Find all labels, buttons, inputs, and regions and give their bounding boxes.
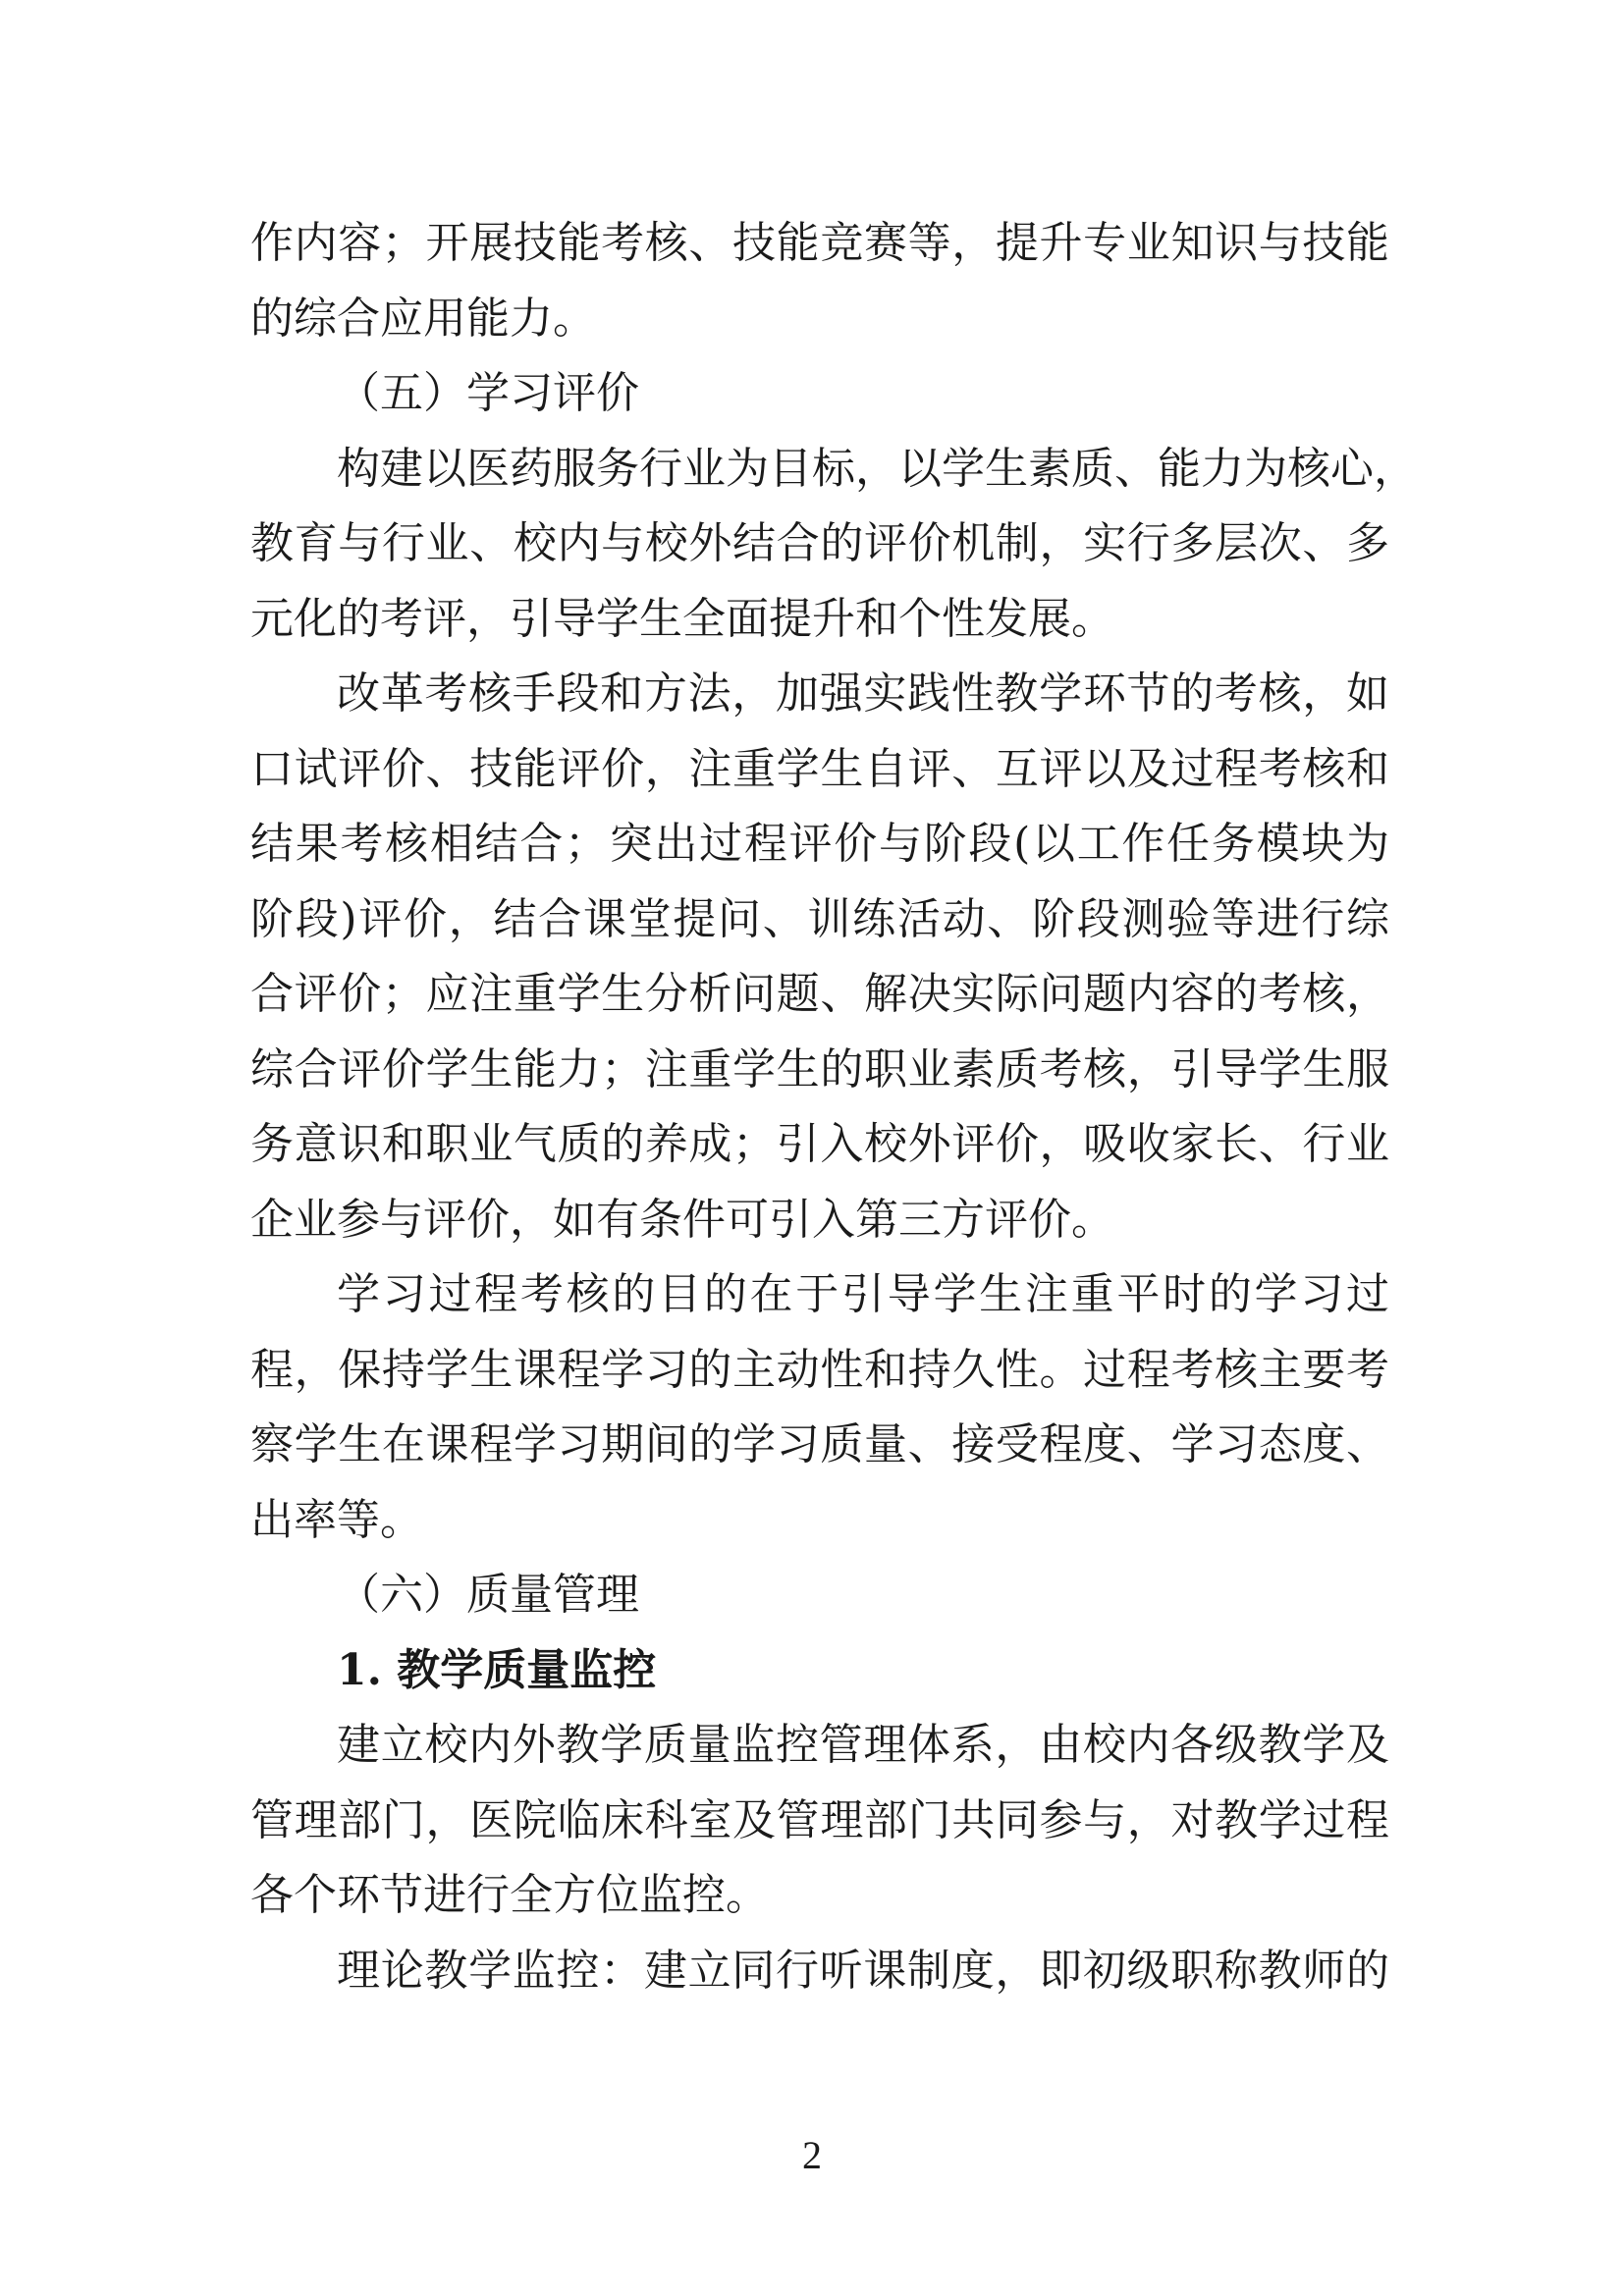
page-number: 2 [802, 2133, 822, 2177]
section-heading: （六）质量管理 [337, 1570, 639, 1620]
text-line: 改革考核手段和方法，加强实践性教学环节的考核，如 [337, 668, 1389, 719]
section-heading: （五）学习评价 [337, 368, 639, 418]
text-line: 结果考核相结合；突出过程评价与阶段(以工作任务模块为 [250, 819, 1389, 869]
text-line: 的综合应用能力。 [250, 293, 596, 344]
text-line: 口试评价、技能评价，注重学生自评、互评以及过程考核和 [250, 743, 1389, 794]
text-line: 作内容；开展技能考核、技能竞赛等，提升专业知识与技能 [250, 218, 1389, 268]
text-line: 程，保持学生课程学习的主动性和持久性。过程考核主要考 [250, 1344, 1389, 1395]
text-line: 理论教学监控：建立同行听课制度，即初级职称教师的 [337, 1945, 1389, 1996]
text-line: 出率等。 [250, 1494, 423, 1545]
subsection-heading: 1. 教学质量监控 [337, 1644, 657, 1695]
text-line: 合评价；应注重学生分析问题、解决实际问题内容的考核， [250, 969, 1389, 1019]
document-body [250, 206, 1417, 2008]
text-line: 学习过程考核的目的在于引导学生注重平时的学习过 [337, 1269, 1389, 1319]
text-line: 管理部门，医院临床科室及管理部门共同参与，对教学过程 [250, 1794, 1389, 1845]
text-line: 元化的考评，引导学生全面提升和个性发展。 [250, 593, 1114, 644]
text-line: 察学生在课程学习期间的学习质量、接受程度、学习态度、 [250, 1419, 1389, 1469]
text-line: 阶段)评价，结合课堂提问、训练活动、阶段测验等进行综 [250, 893, 1389, 944]
text-line: 建立校内外教学质量监控管理体系，由校内各级教学及 [337, 1720, 1389, 1770]
text-line: 构建以医药服务行业为目标，以学生素质、能力为核心， [337, 443, 1417, 494]
text-line: 务意识和职业气质的养成；引入校外评价，吸收家长、行业 [250, 1119, 1389, 1169]
text-line: 综合评价学生能力；注重学生的职业素质考核，引导学生服 [250, 1043, 1389, 1095]
text-line: 教育与行业、校内与校外结合的评价机制，实行多层次、多 [250, 518, 1389, 568]
text-line: 各个环节进行全方位监控。 [250, 1870, 769, 1920]
text-line: 企业参与评价，如有条件可引入第三方评价。 [250, 1194, 1114, 1245]
